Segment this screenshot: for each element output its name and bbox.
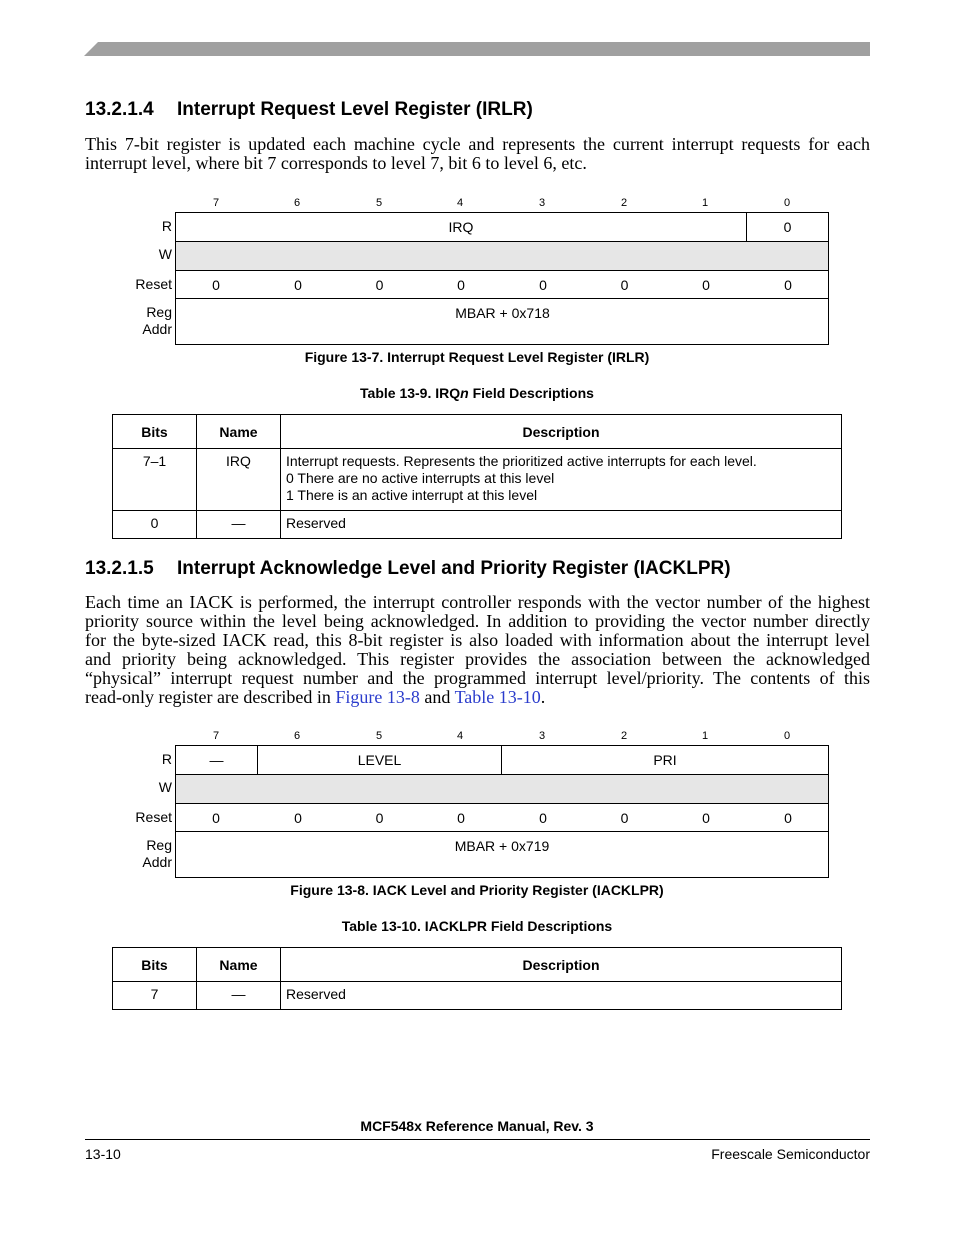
paragraph-line: and priority being acknowledged. This register provides the association between the acknowledged [85,650,870,669]
field-irq: IRQ [175,212,747,242]
reset-value: 0 [539,276,547,293]
reset-value: 0 [375,276,384,293]
bit-number: 6 [293,197,301,209]
row-label-addr: Addr [142,854,172,870]
paragraph-line: interrupt level, where bit 7 corresponds to level 7, bit 6 to level 6, etc. [85,154,587,173]
page-header-bar [84,42,870,56]
section-heading-iacklpr [85,558,731,580]
reset-value: 0 [457,276,465,293]
cell-name: — [197,511,281,539]
reset-value: 0 [212,276,220,293]
section-heading-irlr [85,99,533,121]
row-label-reg: Reg [146,837,172,853]
description-line: 1 There is an active interrupt at this level [286,487,538,503]
description-line: 0 There are no active interrupts at this level [286,470,555,486]
row-label-reset: Reset [135,809,172,825]
table-row [113,449,842,511]
figure-caption-irlr: Figure 13-7. Interrupt Request Level Register (IRLR) [304,349,650,365]
bit-number: 7 [212,197,220,209]
section-title: Interrupt Request Level Register (IRLR) [177,99,533,120]
caption-italic: n [460,385,469,401]
table-caption-irqn [0,385,954,401]
cell-bits: 7 [113,982,197,1010]
footer-rule [85,1139,870,1140]
row-label-r: R [161,218,172,234]
bit-number: 0 [783,730,791,742]
bit-number: 1 [701,197,709,209]
cell-name: IRQ [197,449,281,511]
header-name: Name [197,948,281,982]
reset-value: 0 [620,809,629,826]
irqn-field-table [112,414,842,539]
paragraph-line: This 7-bit register is updated each machine cycle and represents the current interrupt requests for each [85,135,870,154]
figure-caption-iacklpr: Figure 13-8. IACK Level and Priority Register (IACKLPR) [290,882,664,898]
cell-description: Reserved [281,982,842,1010]
reset-value: 0 [702,276,710,293]
row-label-reset: Reset [135,276,172,292]
bit-number: 5 [375,197,383,209]
cell-description [281,449,842,511]
cell-bits: 0 [113,511,197,539]
cell-bits: 7–1 [113,449,197,511]
paragraph-line: Each time an IACK is performed, the interrupt controller responds with the vector number of the highest [85,593,870,612]
iacklpr-paragraph [85,593,870,707]
table-row [113,511,842,539]
section-number: 13.2.1.4 [85,99,154,120]
address-right-border [828,298,829,344]
caption-prefix: Table 13-9. IRQ [360,385,461,401]
row-label-w: W [158,246,172,262]
cell-name: — [197,982,281,1010]
paragraph-line: for the byte-sized IACK read, this 8-bit register is also loaded with information about the interrupt level [85,631,870,650]
bit-number: 4 [456,197,464,209]
header-bits: Bits [113,415,197,449]
reset-value: 0 [784,276,792,293]
reset-value: 0 [457,809,465,826]
table-caption-iacklpr: Table 13-10. IACKLPR Field Descriptions [341,918,613,934]
table-row [113,982,842,1010]
caption-suffix: Field Descriptions [468,385,594,401]
text-run: . [540,688,546,707]
iacklpr-field-table [112,947,842,1010]
link-table-13-10[interactable]: Table 13-10 [454,688,541,707]
bit-number: 3 [538,197,546,209]
section-number: 13.2.1.5 [85,558,154,579]
header-description: Description [281,415,842,449]
header-name: Name [197,415,281,449]
paragraph-line: priority source within the level being acknowledged. In addition to providing the vector number directly [85,612,870,631]
reset-value: 0 [539,809,547,826]
footer-manual-title: MCF548x Reference Manual, Rev. 3 [360,1118,594,1134]
reset-value: 0 [702,809,710,826]
header-bits: Bits [113,948,197,982]
field-reserved: — [175,745,258,775]
bit-number: 0 [783,197,791,209]
description-line: Interrupt requests. Represents the prioritized active interrupts for each level. [286,453,757,469]
footer-company: Freescale Semiconductor [711,1146,870,1162]
bit-number: 3 [538,730,546,742]
bit-number: 4 [456,730,464,742]
reset-value: 0 [784,809,792,826]
paragraph-line: “physical” interrupt request number and the programmed interrupt level/priority. The contents of this [85,669,870,688]
register-address: MBAR + 0x719 [175,831,829,878]
paragraph-line [85,688,870,707]
register-address: MBAR + 0x718 [175,298,829,345]
row-label-w: W [158,779,172,795]
reset-value: 0 [620,276,629,293]
bit-number: 2 [620,197,628,209]
reset-value: 0 [212,809,220,826]
bit-number: 1 [701,730,709,742]
footer-page-number: 13-10 [85,1146,121,1162]
write-row-shaded [175,241,829,271]
bit-number: 6 [293,730,301,742]
field-level: LEVEL [257,745,502,775]
header-description: Description [281,948,842,982]
text-run: read-only register are described in [85,688,336,707]
cell-description: Reserved [281,511,842,539]
row-label-reg: Reg [146,304,172,320]
field-bit0: 0 [746,212,829,242]
row-label-addr: Addr [142,321,172,337]
irlr-paragraph [85,135,870,173]
row-label-r: R [161,751,172,767]
reset-value: 0 [294,809,302,826]
bit-number: 5 [375,730,383,742]
bit-number: 7 [212,730,220,742]
table-header-row [113,415,842,449]
section-title: Interrupt Acknowledge Level and Priority Register (IACKLPR) [177,558,731,579]
bit-number: 2 [620,730,628,742]
text-run: and [419,688,455,707]
field-pri: PRI [501,745,829,775]
link-figure-13-8[interactable]: Figure 13-8 [335,688,420,707]
reset-value: 0 [375,809,384,826]
reset-value: 0 [294,276,302,293]
write-row-shaded [175,774,829,804]
table-header-row [113,948,842,982]
